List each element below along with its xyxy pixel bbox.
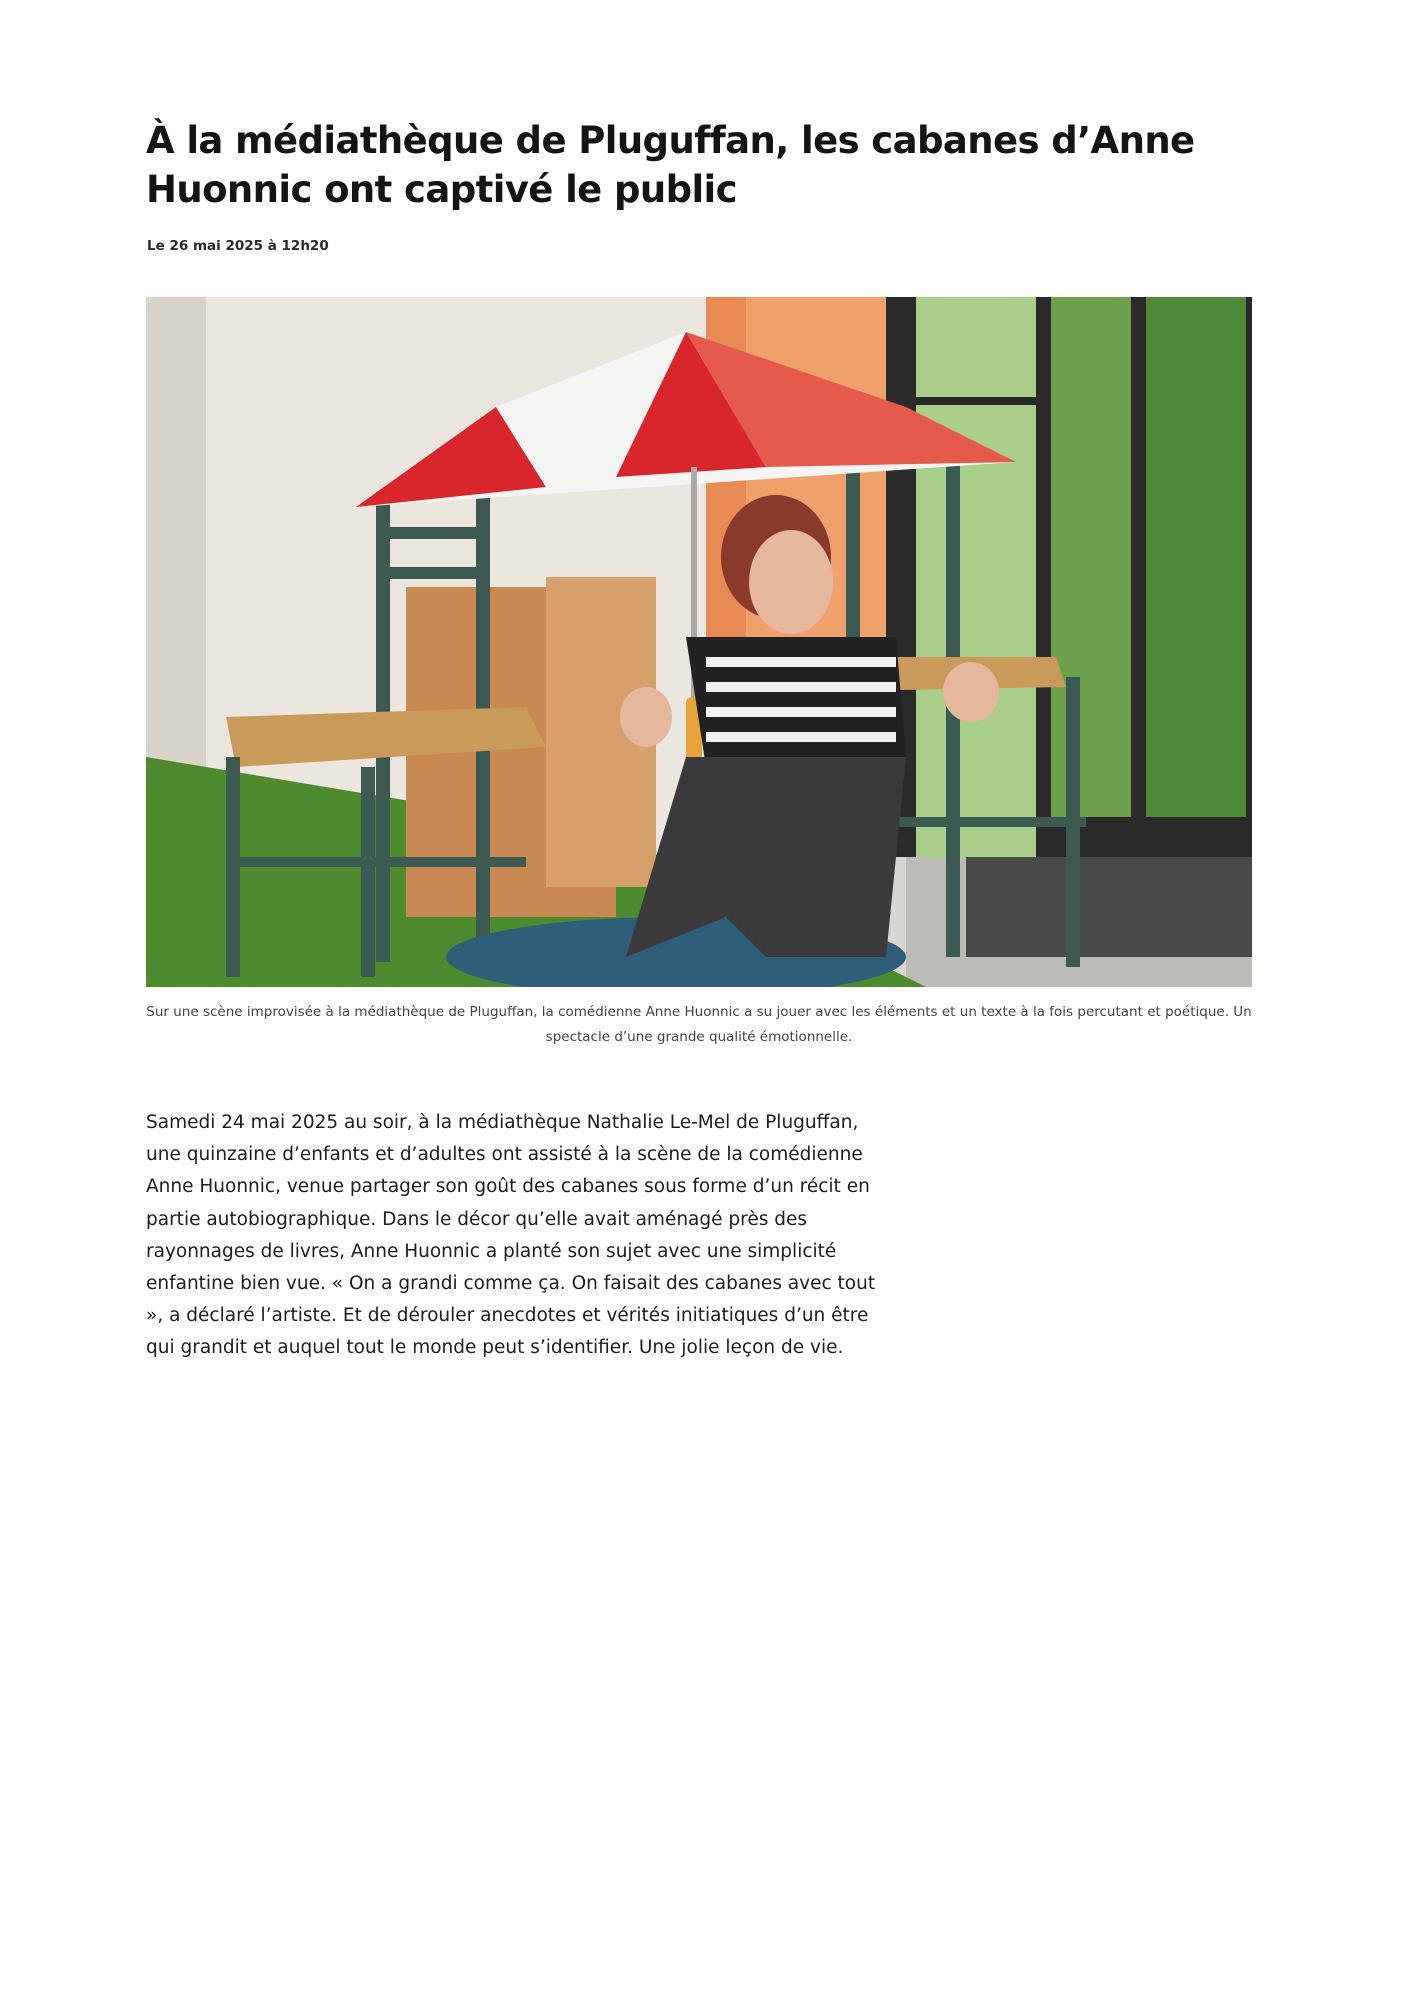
photo-caption: Sur une scène improvisée à la médiathèque de Pluguffan, la comédienne Anne Huonnic a su jouer avec les éléments et un texte à la fois percutant et poétique. Un spectacle d’une grande qualité émotionnelle. <box>146 1004 1252 1045</box>
article-headline: À la médiathèque de Pluguffan, les cabanes d’Anne Huonnic ont captivé le public <box>146 119 1195 211</box>
article-dateline: Le 26 mai 2025 à 12h20 <box>147 238 329 254</box>
article-photo <box>146 297 1252 987</box>
photo-illustration <box>146 297 1252 987</box>
article-body: Samedi 24 mai 2025 au soir, à la médiathèque Nathalie Le-Mel de Pluguffan, une quinzaine d’enfants et d’adultes ont assisté à la scène de la comédienne Anne Huonnic, venue partager son goût des cabanes sous forme d’un récit en partie autobiographique. Dans le décor qu’elle avait aménagé près des rayonnages de livres, Anne Huonnic a planté son sujet avec une simplicité enfantine bien vue. « On a grandi comme ça. On faisait des cabanes avec tout », a déclaré l’artiste. Et de dérouler anecdotes et vérités initiatiques d’un être qui grandit et auquel tout le monde peut s’identifier. Une jolie leçon de vie. <box>146 1112 876 1359</box>
